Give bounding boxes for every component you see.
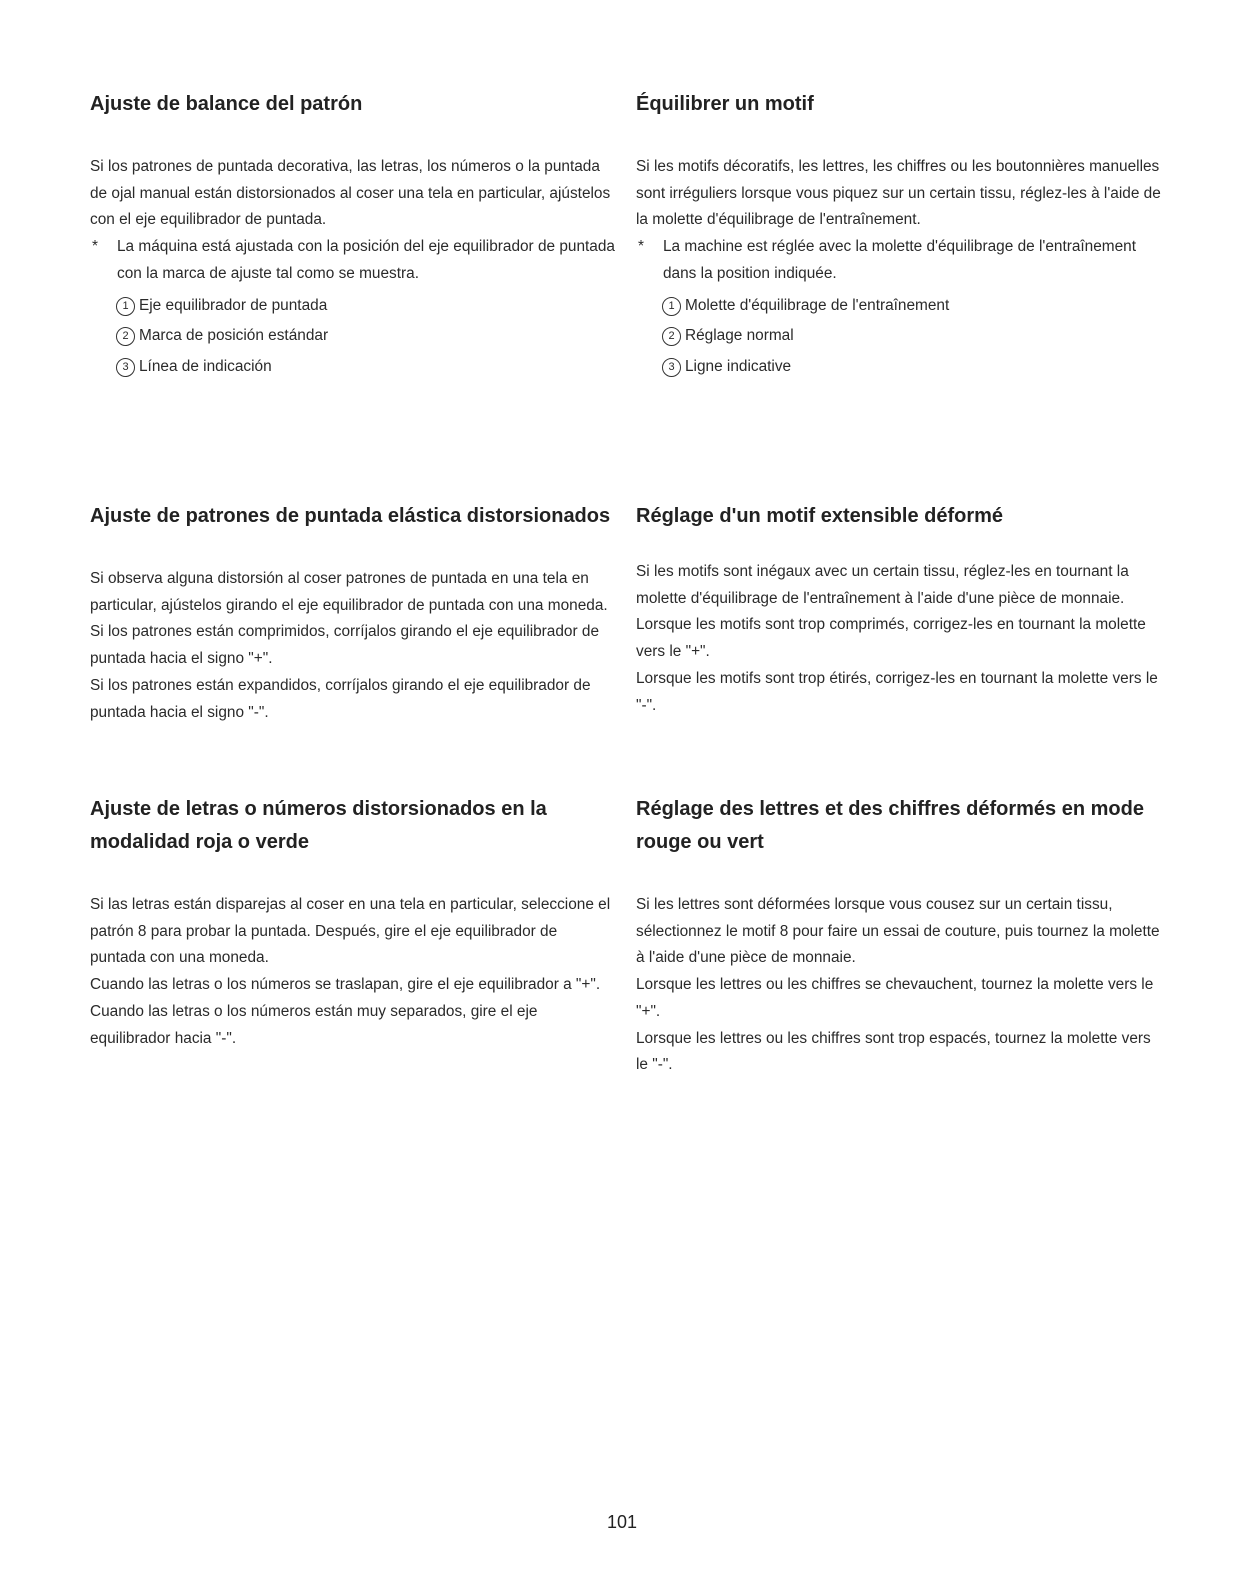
legend-list (636, 291, 1161, 383)
section-body (90, 566, 615, 726)
section-title: Ajuste de balance del patrón (90, 93, 363, 115)
bullet-mark: * (92, 238, 98, 256)
paragraph: Si observa alguna distorsión al coser patrones de puntada en una tela en particular, ajústelos girando el eje equilibrador de puntada con una moneda. (90, 570, 608, 614)
section-balance-es (90, 88, 615, 382)
section-body (636, 154, 1161, 382)
legend-item (662, 352, 1161, 383)
section-title: Ajuste de letras o números distorsionados en la modalidad roja o verde (90, 798, 547, 853)
page-number: 101 (606, 1512, 638, 1532)
circled-number: 3 (662, 358, 681, 377)
legend-label: Réglage normal (685, 327, 794, 345)
paragraph: Si les motifs sont inégaux avec un certain tissu, réglez-les en tournant la molette d'équilibrage de l'entraînement à l'aide d'une pièce de monnaie. (636, 563, 1129, 607)
note-text: La máquina está ajustada con la posición del eje equilibrador de puntada con la marca de ajuste tal como se muestra. (117, 238, 615, 282)
note-bullet (90, 234, 615, 287)
legend-item (116, 321, 615, 352)
note-bullet (636, 234, 1161, 287)
legend-item (116, 352, 615, 383)
circled-number: 1 (662, 297, 681, 316)
legend-label: Marca de posición estándar (139, 327, 329, 345)
circled-number: 1 (116, 297, 135, 316)
legend-item (116, 291, 615, 322)
circled-number: 2 (662, 327, 681, 346)
section-body (90, 892, 615, 1052)
circled-number: 2 (116, 327, 135, 346)
paragraph: Si los patrones están comprimidos, corríjalos girando el eje equilibrador de puntada hacia el signo "+". (90, 623, 600, 668)
section-title: Équilibrer un motif (636, 93, 814, 115)
legend-label: Ligne indicative (685, 357, 792, 375)
section-body (636, 892, 1161, 1079)
section-body (636, 559, 1161, 719)
paragraph: Lorsque les motifs sont trop comprimés, corrigez-les en tournant la molette vers le "+". (636, 616, 1146, 661)
paragraph: Lorsque les lettres ou les chiffres se chevauchent, tournez la molette vers le "+". (636, 976, 1154, 1020)
legend-item (662, 321, 1161, 352)
paragraph: Cuando las letras o los números se traslapan, gire el eje equilibrador a "+". (90, 976, 601, 994)
legend-item (662, 291, 1161, 322)
section-balance-fr (636, 88, 1161, 382)
section-stretch-fr (636, 500, 1161, 719)
section-title: Ajuste de patrones de puntada elástica distorsionados (90, 505, 611, 527)
section-letters-es (90, 793, 615, 1052)
note-text: La machine est réglée avec la molette d'équilibrage de l'entraînement dans la position indiquée. (663, 238, 1137, 282)
legend-label: Línea de indicación (139, 357, 272, 375)
section-title: Réglage des lettres et des chiffres déformés en mode rouge ou vert (636, 798, 1144, 853)
legend-label: Molette d'équilibrage de l'entraînement (685, 296, 950, 314)
paragraph: Si les lettres sont déformées lorsque vous cousez sur un certain tissu, sélectionnez le motif 8 pour faire un essai de couture, puis tournez la molette à l'aide d'une pièce de monnaie. (636, 896, 1160, 967)
bullet-mark: * (638, 238, 644, 256)
section-title: Réglage d'un motif extensible déformé (636, 505, 1004, 527)
paragraph: Si les motifs décoratifs, les lettres, les chiffres ou les boutonnières manuelles sont irréguliers lorsque vous piquez sur un certain tissu, réglez-les à l'aide de la molette d'équilibrage de l'entraînement. (636, 158, 1161, 229)
paragraph: Lorsque les lettres ou les chiffres sont trop espacés, tournez la molette vers le "-". (636, 1029, 1151, 1074)
paragraph: Cuando las letras o los números están muy separados, gire el eje equilibrador hacia "-". (90, 1002, 538, 1047)
section-letters-fr (636, 793, 1161, 1079)
paragraph: Si los patrones de puntada decorativa, las letras, los números o la puntada de ojal manual están distorsionados al coser una tela en particular, ajústelos con el eje equilibrador de puntada. (90, 158, 611, 229)
section-body (90, 154, 615, 382)
legend-label: Eje equilibrador de puntada (139, 296, 328, 314)
paragraph: Si los patrones están expandidos, corríjalos girando el eje equilibrador de puntada hacia el signo "-". (90, 676, 591, 721)
paragraph: Si las letras están disparejas al coser en una tela en particular, seleccione el patrón 8 para probar la puntada. Después, gire el eje equilibrador de puntada con una moneda. (90, 896, 611, 967)
paragraph: Lorsque les motifs sont trop étirés, corrigez-les en tournant la molette vers le "-". (636, 669, 1158, 714)
legend-list (90, 291, 615, 383)
circled-number: 3 (116, 358, 135, 377)
section-stretch-es (90, 500, 615, 726)
